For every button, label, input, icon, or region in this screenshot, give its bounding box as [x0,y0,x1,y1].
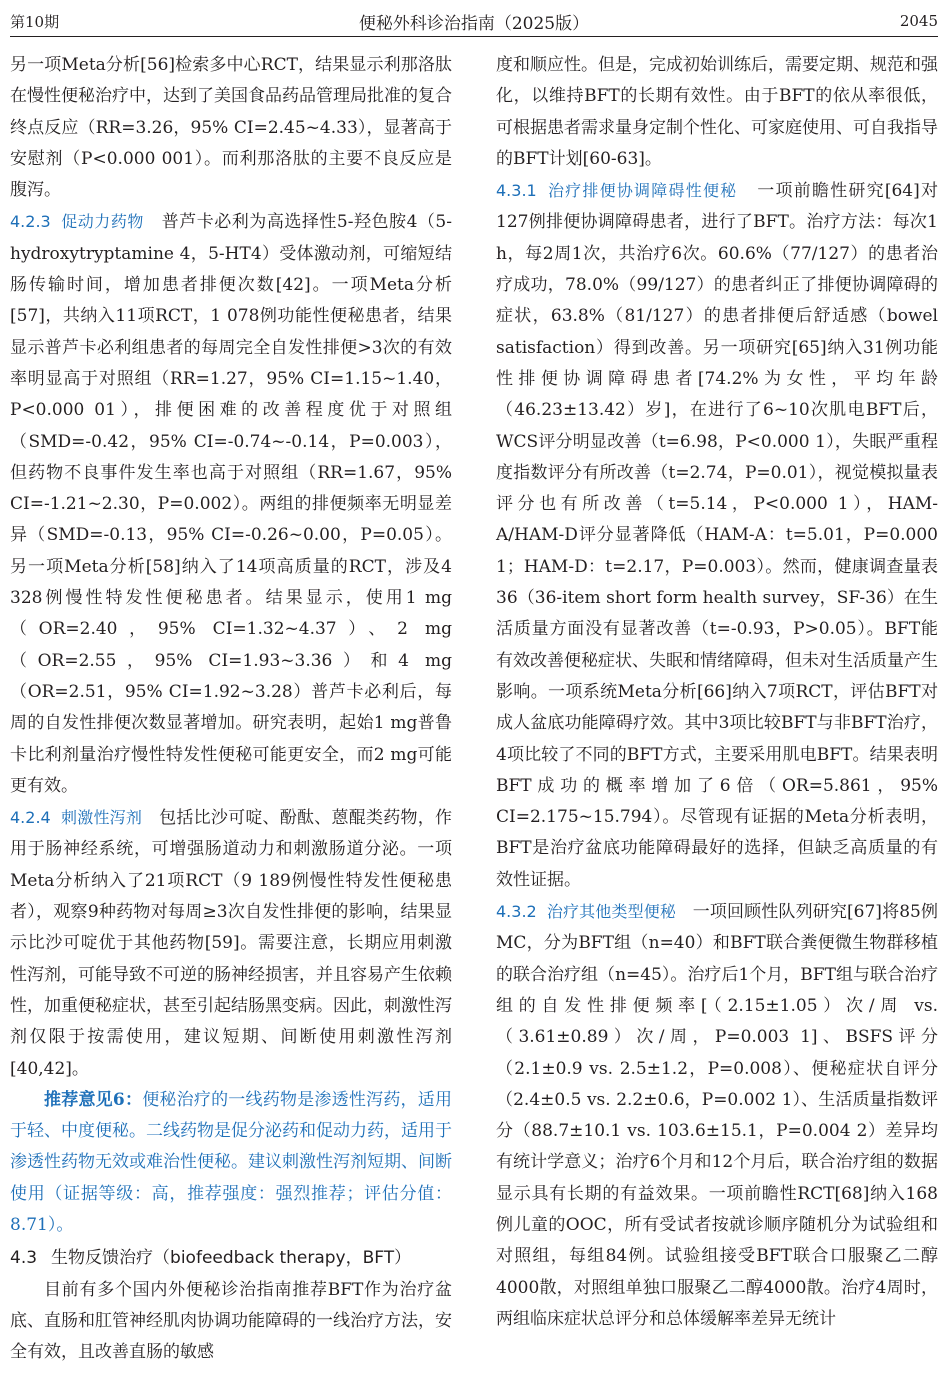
section-heading-4-3: 4.3 生物反馈治疗（biofeedback therapy，BFT） [10,1248,412,1269]
running-header [10,6,938,37]
paragraph-bft-continue: 度和顺应性。但是，完成初始训练后，需要定期、规范和强化，以维持BFT的长期有效性。由于BFT的依从率很低，可根据患者需求量身定制个性化、可家庭使用、可自我指导的BFT计划[60-63]。 [496,55,938,169]
section-body-4-2-4: 包括比沙可啶、酚酞、蒽醌类药物，作用于肠神经系统，可增强肠道动力和刺激肠道分泌。一项Meta分析纳入了21项RCT（9 189例慢性特发性便秘患者），观察9种药物对每周≥3次自发性排便的影响，结果显示比沙可啶优于其他药物[59]。需要注意，长期应用刺激性泻剂，可能导致不可逆的肠神经损害，并且容易产生依赖性，加重便秘症状，甚至引起结肠黑变病。因此，刺激性泻剂仅限于按需使用，建议短期、间断使用刺激性泻剂[40,42]。 [10,808,452,1079]
section-body-4-3-1: 一项前瞻性研究[64]对127例排便协调障碍患者，进行了BFT。治疗方法：每次1 h，每2周1次，共治疗6次。60.6%（77/127）的患者治疗成功，78.0%（99/127）的患者纠正了排便协调障碍的症状，63.8%（81/127）的患者排便后舒适感（bowel satisfaction）得到改善。另一项研究[65]纳入31例功能性排便协调障碍患者[74.2%为女性，平均年龄（46.23±13.42）岁]，在进行了6~10次肌电BFT后，WCS评分明显改善（t=6.98，P<0.000 1），失眠严重程度指数评分有所改善（t=2.74，P=0.01），视觉模拟量表评分也有所改善（t=5.14，P<0.000 1），HAM-A/HAM-D评分显著降低（HAM-A：t=5.01，P=0.000 1；HAM-D：t=2.17，P=0.003）。然而，健康调查量表36（36-item short form health survey，SF-36）在生活质量方面没有显著改善（t=-0.93，P>0.05）。BFT能有效改善便秘症状、失眠和情绪障碍，但未对生活质量产生影响。一项系统Meta分析[66]纳入7项RCT，评估BFT对成人盆底功能障碍疗效。其中3项比较BFT与非BFT治疗，4项比较了不同的BFT方式，主要采用肌电BFT。结果表明BFT成功的概率增加了6倍（OR=5.861，95% CI=2.175~15.794）。尽管现有证据的Meta分析表明，BFT是治疗盆底功能障碍最好的选择，但缺乏高质量的有效性证据。 [496,181,938,890]
section-4-2-4 [10,802,452,1085]
section-4-3-2 [496,896,938,1335]
section-body-4-3: 目前有多个国内外便秘诊治指南推荐BFT作为治疗盆底、直肠和肛管神经肌肉协调功能障碍的一线治疗方法，安全有效，且改善直肠的敏感 [10,1279,452,1363]
page-number: 2045 [899,12,938,30]
issue-number: 第10期 [10,12,60,31]
section-body-4-2-3: 普芦卡必利为高选择性5-羟色胺4（5-hydroxytryptamine 4，5-HT4）受体激动剂，可缩短结肠传输时间，增加患者排便次数[42]。一项Meta分析[57]，共纳入11项RCT，1 078例功能性便秘患者，结果显示普芦卡必利组患者的每周完全自发性排便>3次的有效率明显高于对照组（RR=1.27，95% CI=1.15~1.40，P<0.000 01），排便困难的改善程度优于对照组（SMD=-0.42，95% CI=-0.74~-0.14，P=0.003），但药物不良事件发生率也高于对照组（RR=1.67，95% CI=-1.21~2.30，P=0.002）。两组的排便频率无明显差异（SMD=-0.13，95% CI=-0.26~0.00，P=0.05）。另一项Meta分析[58]纳入了14项高质量的RCT，涉及4 328例慢性特发性便秘患者。结果显示，使用1 mg（OR=2.40，95% CI=1.32~4.37）、2 mg（OR=2.55，95% CI=1.93~3.36）和4 mg（OR=2.51，95% CI=1.92~3.28）普芦卡必利后，每周的自发性排便次数显著增加。研究表明，起始1 mg普鲁卡比利剂量治疗慢性特发性便秘可能更安全，而2 mg可能更有效。 [10,212,452,796]
recommendation-6 [10,1085,452,1241]
section-heading-4-3-1: 4.3.1 治疗排便协调障碍性便秘 [496,181,738,201]
section-heading-4-2-4: 4.2.4 刺激性泻剂 [10,808,143,828]
section-heading-4-2-3: 4.2.3 促动力药物 [10,212,144,232]
recommendation-label: 推荐意见6： [44,1089,143,1110]
section-body-4-3-2: 一项回顾性队列研究[67]将85例MC，分为BFT组（n=40）和BFT联合粪便微生物群移植的联合治疗组（n=45）。治疗后1个月，BFT组与联合治疗组的自发性排便频率[（2.15±1.05）次/周 vs.（3.61±0.89）次/周，P=0.003 1]、BSFS评分（2.1±0.9 vs. 2.5±1.2，P=0.008）、便秘症状自评分（2.4±0.5 vs. 2.2±0.6，P=0.002 1）、生活质量指数评分（88.7±10.1 vs. 103.6±15.1，P=0.004 2）差异均有统计学意义；治疗6个月和12个月后，联合治疗组的数据显示具有长期的有益效果。一项前瞻性RCT[68]纳入168例儿童的OOC，所有受试者按就诊顺序随机分为试验组和对照组，每组84例。试验组接受BFT联合口服聚乙二醇4000散，对照组单独口服聚乙二醇4000散。治疗4周时，两组临床症状总评分和总体缓解率差异无统计 [496,902,938,1329]
section-4-3-1 [496,175,938,896]
section-heading-4-3-2: 4.3.2 治疗其他类型便秘 [496,902,677,922]
left-column [10,50,452,1368]
journal-running-title: 便秘外科诊治指南（2025版） [358,13,590,34]
section-4-2-3 [10,206,452,802]
right-column [496,50,938,1335]
paragraph-linaclotide-meta: 另一项Meta分析[56]检索多中心RCT，结果显示利那洛肽在慢性便秘治疗中，达到了美国食品药品管理局批准的复合终点反应（RR=3.26，95% CI=2.45~4.33），显著高于安慰剂（P<0.000 001）。而利那洛肽的主要不良反应是腹泻。 [10,55,452,201]
recommendation-body: 便秘治疗的一线药物是渗透性泻药，适用于轻、中度便秘。二线药物是促分泌药和促动力药，适用于渗透性药物无效或难治性便秘。建议刺激性泻剂短期、间断使用（证据等级：高，推荐强度：强烈推荐；评估分值：8.71）。 [10,1089,452,1235]
